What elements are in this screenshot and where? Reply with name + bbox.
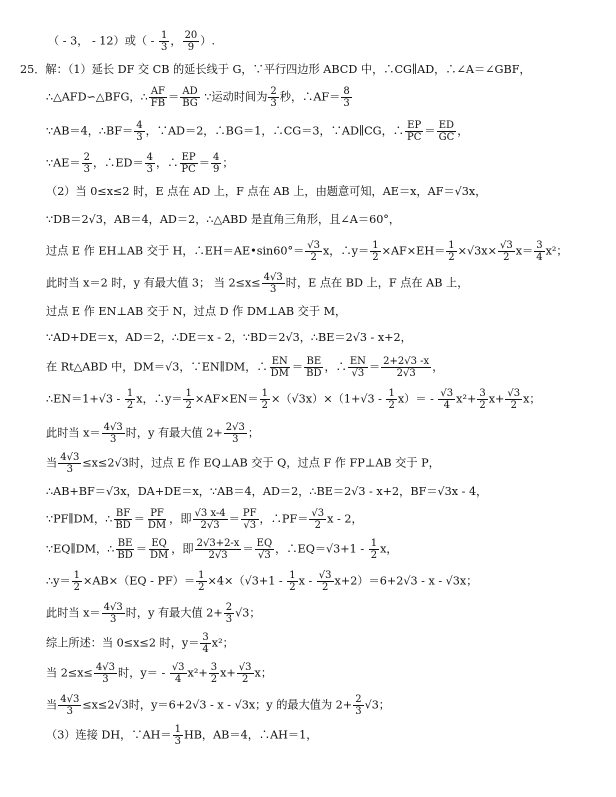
fraction <box>102 422 125 445</box>
text-run: ×（√3x）×（1+√3 - <box>270 392 386 406</box>
fraction <box>341 86 351 109</box>
fraction-denominator: BG <box>182 98 198 109</box>
text-line <box>46 330 412 346</box>
text-run: ＝ <box>198 156 210 170</box>
text-run: x，∴y＝ <box>323 244 370 258</box>
fraction-numerator: √3 <box>238 662 252 673</box>
text-run: ×4×（√3+1 - <box>207 574 287 588</box>
text-run: x+ <box>220 666 236 680</box>
fraction-numerator: 3 <box>536 240 543 251</box>
fraction <box>179 152 197 175</box>
text-run: ； <box>247 426 260 440</box>
text-run: ≤x≤2√3时，y＝6+2√3 - x - √3x；y 的最大值为 2+ <box>82 698 353 712</box>
text-run: x； <box>254 666 273 680</box>
fraction-numerator: 4 <box>146 152 154 163</box>
text-run: （ - 3， - 12）或（ - <box>48 34 158 48</box>
fraction <box>317 570 334 593</box>
fraction-denominator: 3 <box>174 736 181 747</box>
fraction-denominator: 4 <box>443 400 450 411</box>
fraction-denominator: 9 <box>213 164 220 175</box>
fraction-numerator: BE <box>306 356 322 367</box>
fraction-denominator: 2 <box>314 520 321 531</box>
fraction-denominator: 3 <box>225 614 233 625</box>
text-run: ∵EQ∥DM，∴ <box>46 542 115 556</box>
text-run: 综上所述：当 0≤x≤2 时，y＝ <box>46 636 200 650</box>
text-run: x）＝ - <box>397 392 438 406</box>
fraction-denominator: 3 <box>83 164 90 175</box>
text-run: x²； <box>211 636 234 650</box>
fraction <box>102 602 125 625</box>
fraction-numerator: 2+2√3 -x <box>383 356 430 367</box>
text-line <box>46 570 477 593</box>
text-line <box>20 62 531 78</box>
fraction <box>262 272 285 295</box>
fraction-denominator: DM <box>147 520 167 531</box>
text-line <box>46 152 234 175</box>
text-run: ，∵AD＝2，∴BG＝1，∴CG＝3，∵AD∥CG，∴ <box>145 124 404 138</box>
text-run: x²+ <box>187 666 208 680</box>
fraction <box>309 508 326 531</box>
fraction <box>305 240 322 263</box>
fraction-numerator: EQ <box>151 538 167 549</box>
fraction-denominator: 2 <box>241 674 249 685</box>
fraction-denominator: 2 <box>321 582 329 593</box>
fraction <box>170 662 187 685</box>
text-run: 时，y 有最大值 2+ <box>125 606 223 620</box>
text-run: ， <box>170 34 182 48</box>
fraction <box>148 538 170 561</box>
fraction-denominator: 2 <box>372 252 379 263</box>
text-run: ，即 <box>171 542 194 556</box>
fraction-numerator: √3 <box>499 240 513 251</box>
text-run: √3； <box>364 698 390 712</box>
text-run: ×AB×（EQ - PF）＝ <box>83 574 196 588</box>
fraction-numerator: √3 <box>318 570 332 581</box>
text-run: 当 <box>46 698 58 712</box>
text-run: ∵PF∥DM，∴ <box>46 512 113 526</box>
text-line <box>46 212 400 228</box>
fraction <box>211 152 221 175</box>
fraction <box>224 602 234 625</box>
fraction <box>269 356 291 379</box>
text-run: x+2）＝6+2√3 - x - √3x； <box>334 574 478 588</box>
fraction-denominator: 4 <box>174 674 182 685</box>
text-run: 当 2≤x≤ <box>46 666 93 680</box>
text-run: ∴△AFD∽△BFG，∴ <box>46 90 148 104</box>
fraction-numerator: 2√3+2-x <box>196 538 240 549</box>
text-run: ∵DB＝2√3，AB＝4，AD＝2，∴△ABD 是直角三角形，且∠A＝60°， <box>46 213 401 226</box>
fraction-numerator: EP <box>181 152 196 163</box>
text-run: 过点 E 作 EH⊥AB 交于 H，∴EH＝AE•sin60°＝ <box>46 244 305 258</box>
text-line <box>46 388 541 411</box>
fraction-denominator: 3 <box>66 464 73 475</box>
fraction-numerator: 1 <box>174 724 181 735</box>
text-run: x+ <box>488 392 505 406</box>
text-run: 过点 E 作 EN⊥AB 交于 N，过点 D 作 DM⊥AB 交于 M， <box>46 305 347 318</box>
fraction-denominator: 2 <box>198 582 205 593</box>
text-run: HB，AB＝4，∴AH＝1， <box>183 728 318 742</box>
fraction <box>195 538 242 561</box>
fraction-numerator: AD <box>182 86 198 97</box>
text-run: ＝ <box>168 90 180 104</box>
text-line <box>46 694 390 717</box>
fraction-denominator: PC <box>181 164 196 175</box>
fraction-numerator: 2 <box>83 152 90 163</box>
fraction <box>446 240 456 263</box>
fraction <box>353 694 363 717</box>
fraction-denominator: 3 <box>160 42 168 53</box>
fraction-numerator: 1 <box>388 388 395 399</box>
fraction-numerator: EN <box>349 356 366 367</box>
text-run: 此时当 x＝ <box>46 426 101 440</box>
fraction-numerator: AF <box>150 86 165 97</box>
fraction <box>146 508 168 531</box>
fraction-numerator: √3 <box>311 508 325 519</box>
fraction <box>193 508 228 531</box>
fraction-numerator: PF <box>150 508 164 519</box>
fraction-denominator: BD <box>306 368 322 379</box>
text-run: ≤x≤2√3时，过点 E 作 EQ⊥AB 交于 Q，过点 F 作 FP⊥AB 交于 P， <box>82 456 440 470</box>
fraction-denominator: √3 <box>258 550 271 561</box>
text-run: ∵AD+DE＝x，AD＝2，∴DE＝x - 2，∵BD＝2√3，∴BE＝2√3 - x+2， <box>46 331 412 344</box>
fraction-denominator: 3 <box>232 434 239 445</box>
fraction-denominator: BD <box>117 550 133 561</box>
fraction-numerator: BF <box>115 508 131 519</box>
fraction-numerator: 1 <box>126 388 134 399</box>
text-line <box>46 508 363 531</box>
fraction-denominator: 4 <box>202 644 209 655</box>
text-line <box>46 184 486 200</box>
fraction <box>241 508 259 531</box>
fraction-denominator: 3 <box>270 284 277 295</box>
fraction-numerator: √3 <box>440 388 454 399</box>
text-run: ∴y＝ <box>46 574 71 588</box>
fraction-numerator: EQ <box>256 538 273 549</box>
fraction <box>477 388 487 411</box>
fraction <box>370 240 380 263</box>
text-line <box>46 662 272 685</box>
fraction <box>183 388 193 411</box>
fraction-numerator: 1 <box>370 538 378 549</box>
fraction-denominator: 9 <box>187 42 195 53</box>
fraction-numerator: 4√3 <box>103 422 123 433</box>
fraction-denominator: 2 <box>185 400 192 411</box>
text-run: ＝ <box>424 124 436 138</box>
text-run: ＝ <box>242 542 254 556</box>
fraction <box>255 538 275 561</box>
text-run: x，∴y＝ <box>136 392 183 406</box>
fraction-denominator: 3 <box>109 434 117 445</box>
fraction-denominator: 2 <box>261 400 268 411</box>
text-run: （3）连接 DH，∵AH＝ <box>46 728 172 742</box>
fraction-denominator: 2 <box>503 252 510 263</box>
text-run: ，∴ <box>156 156 179 170</box>
text-run: √3； <box>235 606 261 620</box>
fraction-numerator: 2√3 <box>225 422 245 433</box>
text-run: ，∴PF＝ <box>259 512 309 526</box>
fraction <box>196 570 206 593</box>
fraction-numerator: √3 <box>171 662 185 673</box>
text-run: ∵AE＝ <box>46 156 81 170</box>
text-run: ，∴EQ＝√3+1 - <box>275 542 368 556</box>
fraction-denominator: 2 <box>289 582 296 593</box>
text-line <box>46 304 346 320</box>
fraction <box>224 422 247 445</box>
text-run: ∴AB+BF＝√3x，DA+DE＝x，∵AB＝4，AD＝2，∴BE＝2√3 - x+2，BF＝√3x - 4， <box>46 485 488 498</box>
fraction <box>180 86 200 109</box>
fraction-denominator: BD <box>115 520 131 531</box>
text-run: 时，y＝ - <box>118 666 169 680</box>
fraction <box>386 388 396 411</box>
fraction-denominator: 2√3 <box>200 520 220 531</box>
fraction-denominator: PC <box>407 132 422 143</box>
fraction-denominator: 3 <box>66 706 73 717</box>
fraction <box>505 388 522 411</box>
fraction <box>173 724 183 747</box>
fraction-denominator: 2√3 <box>396 368 416 379</box>
fraction-numerator: 4√3 <box>95 662 116 673</box>
text-run: x²； <box>545 244 568 258</box>
fraction-numerator: 20 <box>184 30 198 41</box>
fraction-denominator: GC <box>438 132 455 143</box>
fraction-numerator: EP <box>407 120 422 131</box>
fraction <box>149 86 167 109</box>
fraction-numerator: BE <box>117 538 133 549</box>
fraction <box>82 152 92 175</box>
fraction-numerator: 1 <box>261 388 268 399</box>
fraction <box>260 388 270 411</box>
text-run: ＝ <box>368 360 381 374</box>
fraction <box>58 452 81 475</box>
text-line <box>46 86 353 109</box>
fraction-numerator: 1 <box>185 388 192 399</box>
fraction-denominator: 3 <box>270 98 277 109</box>
fraction <box>348 356 368 379</box>
fraction-numerator: 4√3 <box>263 272 283 283</box>
fraction-denominator: 2 <box>510 400 517 411</box>
fraction-denominator: 2 <box>310 252 317 263</box>
text-run: 当 <box>46 456 58 470</box>
text-line <box>46 120 468 143</box>
text-run: x²+ <box>456 392 477 406</box>
fraction-numerator: √3 <box>507 388 521 399</box>
fraction <box>534 240 544 263</box>
fraction-numerator: 1 <box>198 570 205 581</box>
fraction <box>159 30 169 53</box>
fraction <box>369 538 379 561</box>
text-run: ×AF×EH＝ <box>381 244 446 258</box>
text-run: ，∴ <box>324 360 347 374</box>
text-run: x， <box>380 542 398 556</box>
text-line <box>46 240 568 263</box>
fraction-denominator: 2 <box>370 550 378 561</box>
text-run: ＝ <box>133 512 145 526</box>
text-run: 秒，∴AF＝ <box>279 90 341 104</box>
text-run: ＝ <box>135 542 147 556</box>
fraction <box>287 570 297 593</box>
text-run: 时，y 有最大值 2+ <box>125 426 223 440</box>
fraction-numerator: 8 <box>343 86 350 97</box>
text-run: ； <box>222 156 234 170</box>
fraction <box>200 632 210 655</box>
fraction-denominator: 2 <box>479 400 486 411</box>
text-run: 此时当 x＝2 时，y 有最大值 3； 当 2≤x≤ <box>46 276 261 290</box>
text-line <box>46 422 259 445</box>
fraction <box>113 508 132 531</box>
fraction-numerator: 3 <box>210 662 218 673</box>
text-run: ）. <box>200 34 216 48</box>
fraction <box>268 86 278 109</box>
fraction <box>405 120 423 143</box>
fraction-denominator: 3 <box>355 706 362 717</box>
text-run: x - 2， <box>327 512 363 526</box>
fraction-denominator: 3 <box>146 164 154 175</box>
fraction <box>437 120 457 143</box>
text-line <box>46 356 443 379</box>
fraction-numerator: 1 <box>372 240 379 251</box>
fraction-denominator: 2 <box>210 674 218 685</box>
fraction-numerator: 2 <box>225 602 233 613</box>
fraction-denominator: √3 <box>243 520 257 531</box>
text-run: ，即 <box>169 512 192 526</box>
text-line <box>48 30 215 53</box>
text-run: ，∴ED＝ <box>92 156 144 170</box>
fraction-numerator: ED <box>438 120 455 131</box>
fraction <box>134 120 144 143</box>
fraction <box>381 356 431 379</box>
fraction-numerator: 1 <box>289 570 296 581</box>
text-line <box>46 272 468 295</box>
fraction-numerator: √3 <box>307 240 320 251</box>
fraction <box>438 388 455 411</box>
fraction-denominator: 4 <box>536 252 543 263</box>
fraction <box>58 694 81 717</box>
fraction <box>304 356 323 379</box>
fraction-denominator: √3 <box>351 368 365 379</box>
fraction-denominator: DM <box>149 550 169 561</box>
fraction <box>115 538 134 561</box>
fraction-numerator: 1 <box>448 240 455 251</box>
text-line <box>46 724 317 747</box>
fraction-numerator: 2 <box>270 86 277 97</box>
fraction-numerator: 2 <box>355 694 362 705</box>
fraction-numerator: 1 <box>73 570 81 581</box>
fraction <box>72 570 82 593</box>
text-run: 在 Rt△ABD 中，DM＝√3，∵EN∥DM，∴ <box>46 360 268 374</box>
fraction <box>183 30 200 53</box>
fraction-numerator: 4√3 <box>103 602 123 613</box>
fraction-denominator: 2√3 <box>208 550 228 561</box>
fraction <box>94 662 117 685</box>
text-run: ＝ <box>228 512 240 526</box>
fraction-denominator: 2 <box>73 582 81 593</box>
text-run: ， <box>432 360 444 374</box>
fraction <box>209 662 219 685</box>
text-run: 时，E 点在 BD 上，F 点在 AB 上， <box>285 276 469 290</box>
text-run: x - <box>298 574 316 588</box>
fraction-denominator: 2 <box>126 400 134 411</box>
text-run: ∵运动时间为 <box>200 90 268 104</box>
text-run: ∵AB＝4，∴BF＝ <box>46 124 134 138</box>
fraction-numerator: 4√3 <box>60 694 80 705</box>
fraction-denominator: 2 <box>388 400 395 411</box>
text-run: 25．解：（1）延长 DF 交 CB 的延长线于 G，∵平行四边形 ABCD 中，∴CG∥AD，∴∠A＝∠GBF， <box>20 63 531 76</box>
fraction-denominator: 2 <box>448 252 455 263</box>
fraction-denominator: 3 <box>109 614 117 625</box>
fraction-denominator: 3 <box>136 132 143 143</box>
fraction-numerator: 4√3 <box>60 452 80 463</box>
fraction <box>498 240 515 263</box>
fraction-numerator: 3 <box>479 388 486 399</box>
text-run: ， <box>457 124 469 138</box>
fraction-numerator: √3 x-4 <box>194 508 226 519</box>
text-run: x； <box>523 392 541 406</box>
text-run: ×√3x× <box>457 244 497 258</box>
fraction-numerator: EN <box>271 356 288 367</box>
fraction <box>125 388 135 411</box>
fraction-denominator: 3 <box>102 674 109 685</box>
text-run: （2）当 0≤x≤2 时，E 点在 AD 上，F 点在 AB 上，由题意可知，AE＝x，AF＝√3x， <box>46 185 487 198</box>
fraction-numerator: 3 <box>202 632 209 643</box>
fraction-denominator: FB <box>150 98 166 109</box>
text-line <box>46 602 261 625</box>
text-line <box>46 452 440 475</box>
text-line <box>46 632 234 655</box>
fraction-numerator: 1 <box>160 30 168 41</box>
text-run: x＝ <box>515 244 534 258</box>
text-run: 此时当 x＝ <box>46 606 101 620</box>
fraction-denominator: 3 <box>343 98 350 109</box>
text-line <box>46 538 398 561</box>
fraction-denominator: DM <box>270 368 289 379</box>
fraction <box>237 662 254 685</box>
fraction-numerator: 4 <box>136 120 143 131</box>
fraction-numerator: 4 <box>213 152 220 163</box>
fraction <box>145 152 155 175</box>
text-run: ∴EN＝1+√3 - <box>46 392 124 406</box>
fraction-numerator: PF <box>242 508 257 519</box>
text-line <box>46 484 487 500</box>
text-run: ×AF×EN＝ <box>194 392 259 406</box>
text-run: ＝ <box>291 360 304 374</box>
